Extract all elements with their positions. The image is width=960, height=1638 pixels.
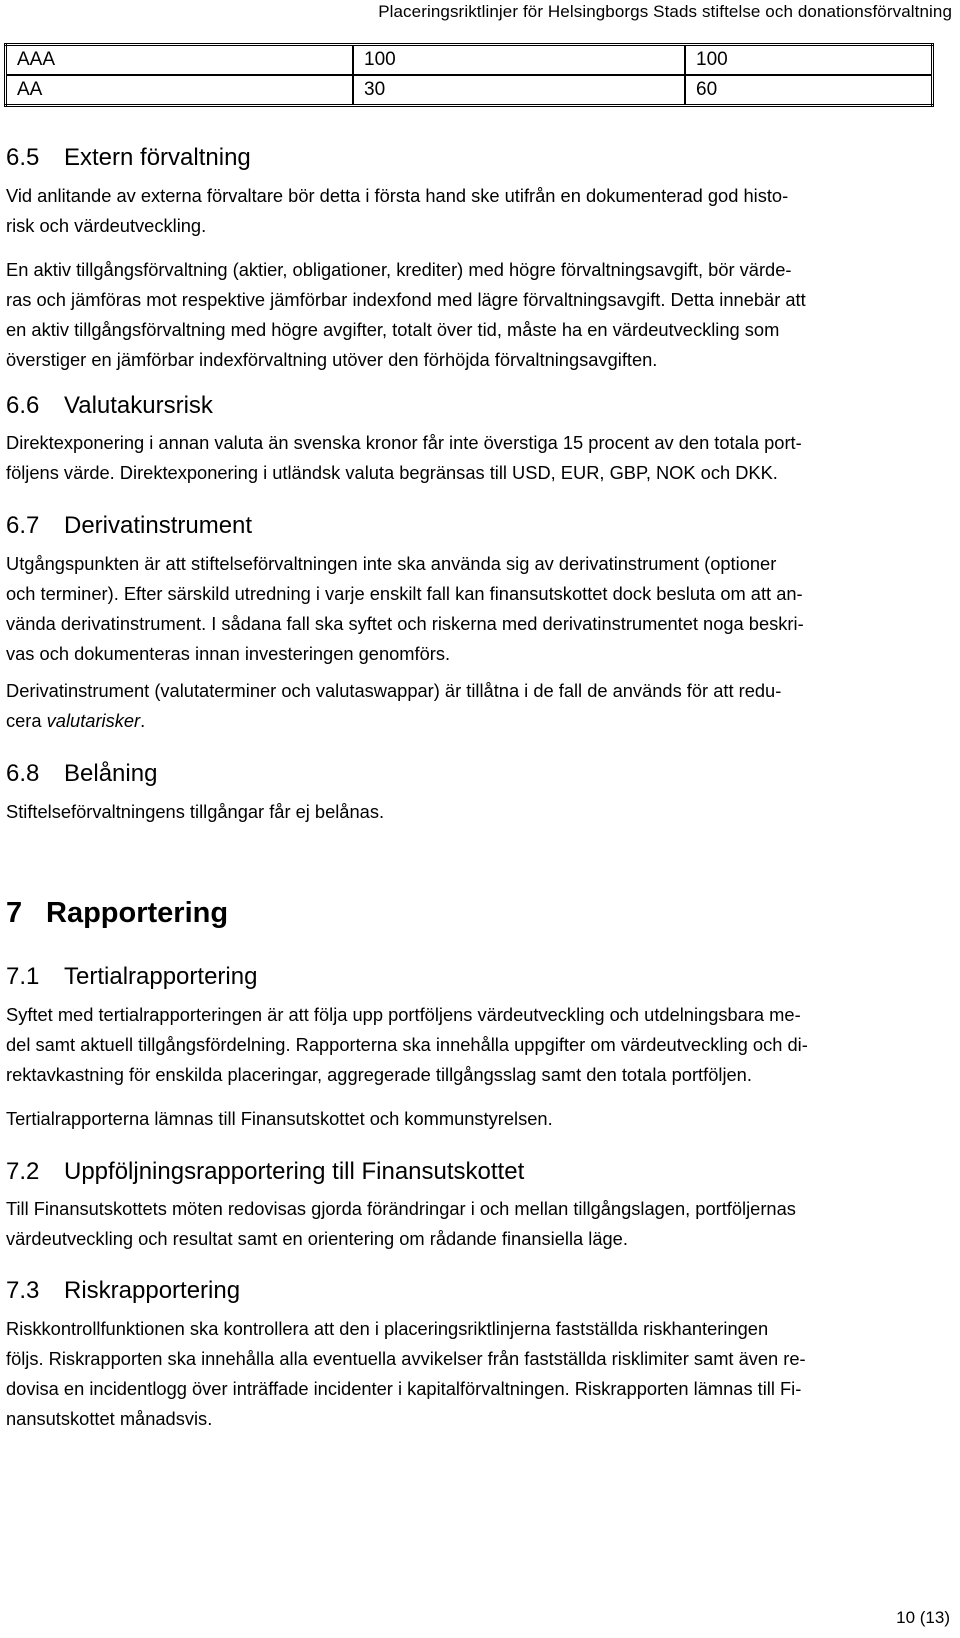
text-line: nansutskottet månadsvis.: [6, 1408, 213, 1429]
paragraph: [6, 1104, 946, 1134]
text-line: överstiger en jämförbar indexförvaltning utöver den förhöjda förvaltningsavgiften.: [6, 349, 658, 370]
section-heading-7-1: [6, 963, 257, 991]
chapter-title: Rapportering: [46, 897, 229, 929]
table-cell: AAA: [6, 45, 354, 76]
text-line: och terminer). Efter särskild utredning i varje enskilt fall kan finansutskottet dock besluta om att an-: [6, 583, 803, 604]
emphasis-text: valutarisker: [46, 710, 141, 731]
section-heading-6-8: [6, 760, 157, 788]
text-line: Vid anlitande av externa förvaltare bör detta i första hand ske utifrån en dokumenterad god histo-: [6, 185, 789, 206]
text-line: Till Finansutskottets möten redovisas gjorda förändringar i och mellan tillgångslagen, portföljernas: [6, 1198, 796, 1219]
text-line: följens värde. Direktexponering i utländsk valuta begränsas till USD, EUR, GBP, NOK och DKK.: [6, 462, 778, 483]
text-line: värdeutveckling och resultat samt en orientering om rådande finansiella läge.: [6, 1228, 628, 1249]
text-line: vas och dokumenteras innan investeringen genomförs.: [6, 643, 451, 664]
table-row: [6, 45, 933, 76]
rating-table: [4, 43, 934, 107]
paragraph: [6, 1000, 946, 1090]
text-fragment: cera: [6, 710, 47, 731]
paragraph: [6, 255, 946, 375]
table-cell: 60: [685, 75, 933, 106]
text-line: risk och värdeutveckling.: [6, 215, 207, 236]
text-line: Utgångspunkten är att stiftelseförvaltningen inte ska använda sig av derivatinstrument (optioner: [6, 553, 777, 574]
text-line: vända derivatinstrument. I sådana fall ska syftet och riskerna med derivatinstrumentet noga beskri-: [6, 613, 804, 634]
text-line: En aktiv tillgångsförvaltning (aktier, obligationer, krediter) med högre förvaltningsavgift, bör värde-: [6, 259, 792, 280]
section-number: 7.1: [6, 963, 40, 990]
section-title: Uppföljningsrapportering till Finansutskottet: [64, 1158, 525, 1185]
text-line: Derivatinstrument (valutaterminer och valutaswappar) är tillåtna i de fall de används för att redu-: [6, 680, 782, 701]
paragraph: [6, 1194, 946, 1254]
section-title: Derivatinstrument: [64, 512, 253, 539]
section-title: Riskrapportering: [64, 1277, 241, 1304]
paragraph: [6, 181, 946, 241]
table-cell: 100: [685, 45, 933, 76]
text-line: Tertialrapporterna lämnas till Finansutskottet och kommunstyrelsen.: [6, 1108, 553, 1129]
section-heading-7-2: [6, 1158, 524, 1186]
table-cell: 100: [353, 45, 685, 76]
paragraph: [6, 428, 946, 488]
section-number: 6.6: [6, 392, 40, 419]
text-line: dovisa en incidentlogg över inträffade incidenter i kapitalförvaltningen. Riskrapporten lämnas till Fi-: [6, 1378, 802, 1399]
text-line: Riskkontrollfunktionen ska kontrollera att den i placeringsriktlinjerna fastställda riskhanteringen: [6, 1318, 769, 1339]
section-number: 7.2: [6, 1158, 40, 1185]
section-number: 6.7: [6, 512, 40, 539]
table-cell: 30: [353, 75, 685, 106]
section-title: Tertialrapportering: [64, 963, 258, 990]
text-fragment: .: [140, 710, 146, 731]
page-number: 10 (13): [896, 1608, 950, 1627]
text-line: Syftet med tertialrapporteringen är att följa upp portföljens värdeutveckling och utdelningsbara me-: [6, 1004, 801, 1025]
section-heading-7-3: [6, 1277, 240, 1305]
section-number: 7.3: [6, 1277, 40, 1304]
text-line: rektavkastning för enskilda placeringar, aggregerade tillgångsslag samt den totala portföljen.: [6, 1064, 752, 1085]
section-heading-6-6: [6, 392, 213, 420]
paragraph: [6, 1314, 946, 1434]
paragraph: [6, 797, 946, 827]
chapter-number: 7: [6, 897, 23, 929]
section-heading-6-5: [6, 144, 251, 172]
section-number: 6.5: [6, 144, 40, 171]
text-line: ras och jämföras mot respektive jämförbar indexfond med lägre förvaltningsavgift. Detta innebär att: [6, 289, 806, 310]
section-heading-6-7: [6, 512, 252, 540]
table-row: [6, 75, 933, 106]
text-line: del samt aktuell tillgångsfördelning. Rapporterna ska innehålla uppgifter om värdeutveckling och di-: [6, 1034, 808, 1055]
text-line: en aktiv tillgångsförvaltning med högre avgifter, totalt över tid, måste ha en värdeutveckling som: [6, 319, 780, 340]
paragraph: [6, 549, 946, 669]
paragraph: [6, 676, 946, 736]
table-cell: AA: [6, 75, 354, 106]
section-number: 6.8: [6, 760, 40, 787]
text-line: Direktexponering i annan valuta än svenska kronor får inte överstiga 15 procent av den totala port-: [6, 432, 802, 453]
text-line: [6, 706, 946, 736]
text-line: Stiftelseförvaltningens tillgångar får ej belånas.: [6, 801, 385, 822]
text-line: följs. Riskrapporten ska innehålla alla eventuella avvikelser från fastställda risklimiter samt även re-: [6, 1348, 806, 1369]
chapter-heading-7: [6, 897, 228, 930]
section-title: Belåning: [64, 760, 158, 787]
section-title: Valutakursrisk: [64, 392, 213, 419]
running-header: Placeringsriktlinjer för Helsingborgs Stads stiftelse och donationsförvaltning: [378, 2, 952, 21]
section-title: Extern förvaltning: [64, 144, 251, 171]
